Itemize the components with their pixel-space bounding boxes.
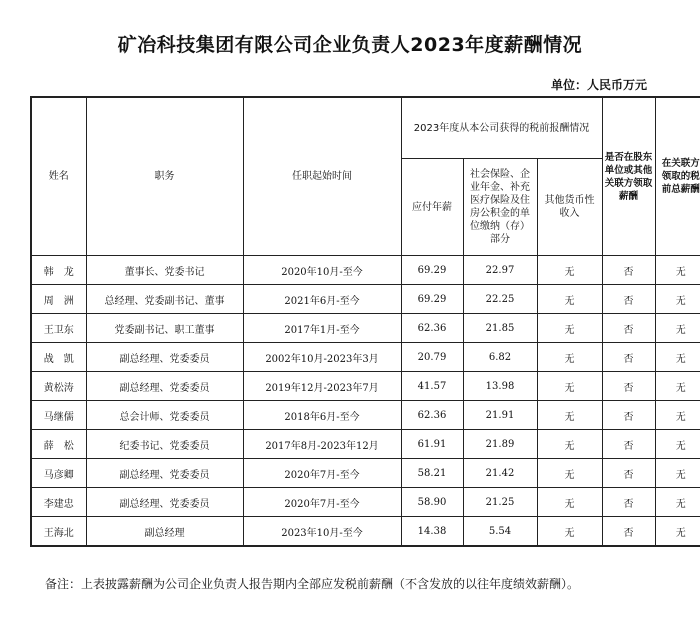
cell-related-total: 无 [655,372,700,401]
table-row [31,372,700,401]
cell-other-income: 无 [537,459,602,488]
cell-tenure: 2020年10月-至今 [243,256,401,285]
cell-position: 纪委书记、党委委员 [86,430,243,459]
unit-label: 单位：人民币万元 [550,78,647,92]
cell-related-party: 否 [602,256,655,285]
cell-related-total: 无 [655,488,700,517]
cell-related-total: 无 [655,343,700,372]
table-row [31,459,700,488]
table-row [31,343,700,372]
cell-social-insurance: 21.25 [463,488,537,517]
cell-annual-salary: 61.91 [401,430,463,459]
cell-other-income: 无 [537,256,602,285]
header-other-income: 其他货币性收入 [537,159,602,256]
cell-related-party: 否 [602,372,655,401]
cell-annual-salary: 62.36 [401,401,463,430]
table-row [31,256,700,285]
header-tenure: 任职起始时间 [243,97,401,256]
cell-name: 王卫东 [31,314,86,343]
cell-social-insurance: 21.42 [463,459,537,488]
cell-other-income: 无 [537,401,602,430]
cell-name: 马继儒 [31,401,86,430]
cell-position: 副总经理、党委委员 [86,459,243,488]
cell-social-insurance: 6.82 [463,343,537,372]
cell-annual-salary: 69.29 [401,285,463,314]
cell-position: 副总经理、党委委员 [86,488,243,517]
cell-annual-salary: 20.79 [401,343,463,372]
cell-social-insurance: 21.85 [463,314,537,343]
cell-related-party: 否 [602,517,655,547]
cell-name: 李建忠 [31,488,86,517]
page-title: 矿冶科技集团有限公司企业负责人2023年度薪酬情况 [117,34,583,56]
cell-other-income: 无 [537,285,602,314]
cell-tenure: 2017年8月-2023年12月 [243,430,401,459]
cell-social-insurance: 21.89 [463,430,537,459]
cell-social-insurance: 22.97 [463,256,537,285]
cell-position: 董事长、党委书记 [86,256,243,285]
cell-related-party: 否 [602,314,655,343]
cell-annual-salary: 62.36 [401,314,463,343]
table-row [31,285,700,314]
cell-related-party: 否 [602,401,655,430]
table-row [31,488,700,517]
cell-tenure: 2002年10月-2023年3月 [243,343,401,372]
cell-tenure: 2020年7月-至今 [243,459,401,488]
cell-related-party: 否 [602,430,655,459]
footnote: 备注：上表披露薪酬为公司企业负责人报告期内全部应发税前薪酬（不含发放的以往年度绩效薪酬）。 [45,577,580,591]
cell-name: 黄松涛 [31,372,86,401]
cell-tenure: 2018年6月-至今 [243,401,401,430]
cell-annual-salary: 69.29 [401,256,463,285]
cell-tenure: 2017年1月-至今 [243,314,401,343]
cell-tenure: 2023年10月-至今 [243,517,401,547]
cell-social-insurance: 22.25 [463,285,537,314]
cell-tenure: 2020年7月-至今 [243,488,401,517]
cell-annual-salary: 58.21 [401,459,463,488]
cell-related-total: 无 [655,430,700,459]
cell-name: 马彦卿 [31,459,86,488]
cell-social-insurance: 13.98 [463,372,537,401]
header-related-party: 是否在股东单位或其他关联方领取薪酬 [602,97,655,256]
cell-name: 韩 龙 [31,256,86,285]
cell-annual-salary: 14.38 [401,517,463,547]
cell-other-income: 无 [537,488,602,517]
cell-name: 薛 松 [31,430,86,459]
cell-related-party: 否 [602,343,655,372]
cell-annual-salary: 41.57 [401,372,463,401]
cell-tenure: 2021年6月-至今 [243,285,401,314]
cell-tenure: 2019年12月-2023年7月 [243,372,401,401]
cell-related-party: 否 [602,285,655,314]
cell-related-total: 无 [655,256,700,285]
header-name: 姓名 [31,97,86,256]
cell-related-total: 无 [655,517,700,547]
cell-name: 周 洲 [31,285,86,314]
cell-other-income: 无 [537,314,602,343]
table-body [31,256,700,547]
header-related-total: 在关联方领取的税前总薪酬 [655,97,700,256]
cell-related-total: 无 [655,459,700,488]
table-row [31,401,700,430]
cell-other-income: 无 [537,430,602,459]
header-annual-salary: 应付年薪 [401,159,463,256]
salary-table [30,96,700,547]
cell-related-total: 无 [655,285,700,314]
cell-related-party: 否 [602,459,655,488]
header-pre-tax-group: 2023年度从本公司获得的税前报酬情况 [401,97,602,159]
cell-related-party: 否 [602,488,655,517]
cell-other-income: 无 [537,372,602,401]
table-row [31,430,700,459]
cell-other-income: 无 [537,343,602,372]
cell-position: 副总经理 [86,517,243,547]
cell-name: 战 凯 [31,343,86,372]
header-social-insurance: 社会保险、企业年金、补充医疗保险及住房公积金的单位缴纳（存）部分 [463,159,537,256]
cell-social-insurance: 21.91 [463,401,537,430]
cell-related-total: 无 [655,401,700,430]
cell-social-insurance: 5.54 [463,517,537,547]
table-row [31,517,700,547]
cell-name: 王海北 [31,517,86,547]
cell-position: 党委副书记、职工董事 [86,314,243,343]
header-position: 职务 [86,97,243,256]
table-row [31,314,700,343]
cell-related-total: 无 [655,314,700,343]
cell-position: 总会计师、党委委员 [86,401,243,430]
cell-position: 总经理、党委副书记、董事 [86,285,243,314]
cell-other-income: 无 [537,517,602,547]
cell-position: 副总经理、党委委员 [86,372,243,401]
cell-annual-salary: 58.90 [401,488,463,517]
cell-position: 副总经理、党委委员 [86,343,243,372]
